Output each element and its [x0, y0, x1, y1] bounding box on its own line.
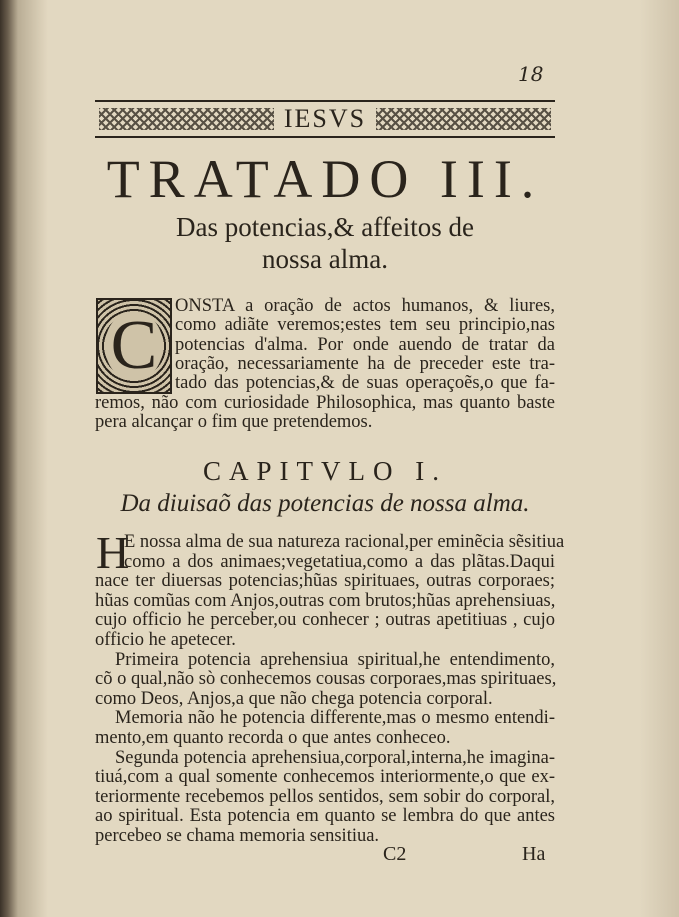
intro-line: como adiãte veremos;estes tem seu principio,nas	[175, 315, 555, 336]
signature-mark: C2	[383, 843, 407, 865]
intro-line: potencias d'alma. Por onde auendo de tratar da	[175, 334, 555, 355]
intro-line: pera alcançar o fim que pretendemos.	[95, 411, 373, 432]
page-shadow	[639, 0, 679, 917]
subtitle-line-2: nossa alma.	[262, 244, 388, 274]
body-line: nace ter diuersas potencias;hũas spirituaes, outras corporaes;	[95, 571, 555, 592]
ornament-left	[99, 108, 274, 130]
body-line: Memoria não he potencia differente,mas o mesmo entendi-	[115, 708, 555, 729]
chapter-subheading: Da diuisaõ das potencias de nossa alma.	[120, 490, 530, 517]
treatise-title: TRATADO III.	[106, 149, 544, 209]
body-line: tiuá,com a qual somente conhecemos interiormente,o que ex-	[95, 767, 555, 788]
header-ornament-text: IESVS	[283, 104, 367, 133]
body-line: cujo officio he perceber,ou conhecer ; outras apetitiuas , cujo	[95, 610, 555, 631]
chapter-initial: H	[96, 527, 130, 578]
body-line: teriormente recebemos pellos sentidos, sem sobir do corporal,	[95, 786, 555, 807]
intro-line: tado das potencias,& de suas operaçoẽs,o que fa-	[175, 373, 555, 394]
chapter-heading: CAPITVLO I.	[203, 456, 447, 486]
body-line: Segunda potencia aprehensiua,corporal,interna,he imagina-	[115, 747, 555, 768]
body-line: percebeo se chama memoria sensitiua.	[95, 826, 380, 846]
body-line: como a dos animaes;vegetatiua,como a das plãtas.Daqui	[124, 551, 555, 572]
page-number: 18	[518, 62, 544, 86]
book-binding-edge	[0, 0, 48, 917]
body-line: hũas comũas com Anjos,outras com brutos;hũas aprehensiuas,	[95, 590, 556, 611]
intro-line: remos, não com curiosidade Philosophica, mas quanto baste	[95, 392, 555, 413]
body-line: cõ o qual,não sò conhecemos cousas corporaes,mas spirituaes,	[95, 669, 557, 690]
ornament-right	[376, 108, 551, 130]
subtitle-line-1: Das potencias,& affeitos de	[176, 212, 474, 242]
body-line: mento,em quanto recorda o que antes conheceo.	[95, 728, 451, 748]
body-line: Primeira potencia aprehensiua spiritual,he entendimento,	[115, 649, 555, 670]
catchword: Ha	[522, 843, 546, 865]
body-line: E nossa alma de sua natureza racional,per eminẽcia sẽsitiua	[124, 532, 565, 552]
intro-line: oração, necessariamente ha de preceder este tra-	[175, 353, 555, 374]
decorated-initial: C	[96, 298, 172, 394]
body-line: officio he apetecer.	[95, 630, 236, 650]
intro-line: ONSTA a oração de actos humanos, & liures,	[175, 296, 555, 316]
body-line: ao spiritual. Esta potencia em quanto se lembra do que antes	[95, 806, 555, 827]
body-line: como Deos, Anjos,a que não chega potencia corporal.	[95, 688, 493, 709]
header-ornament-band	[95, 100, 555, 138]
